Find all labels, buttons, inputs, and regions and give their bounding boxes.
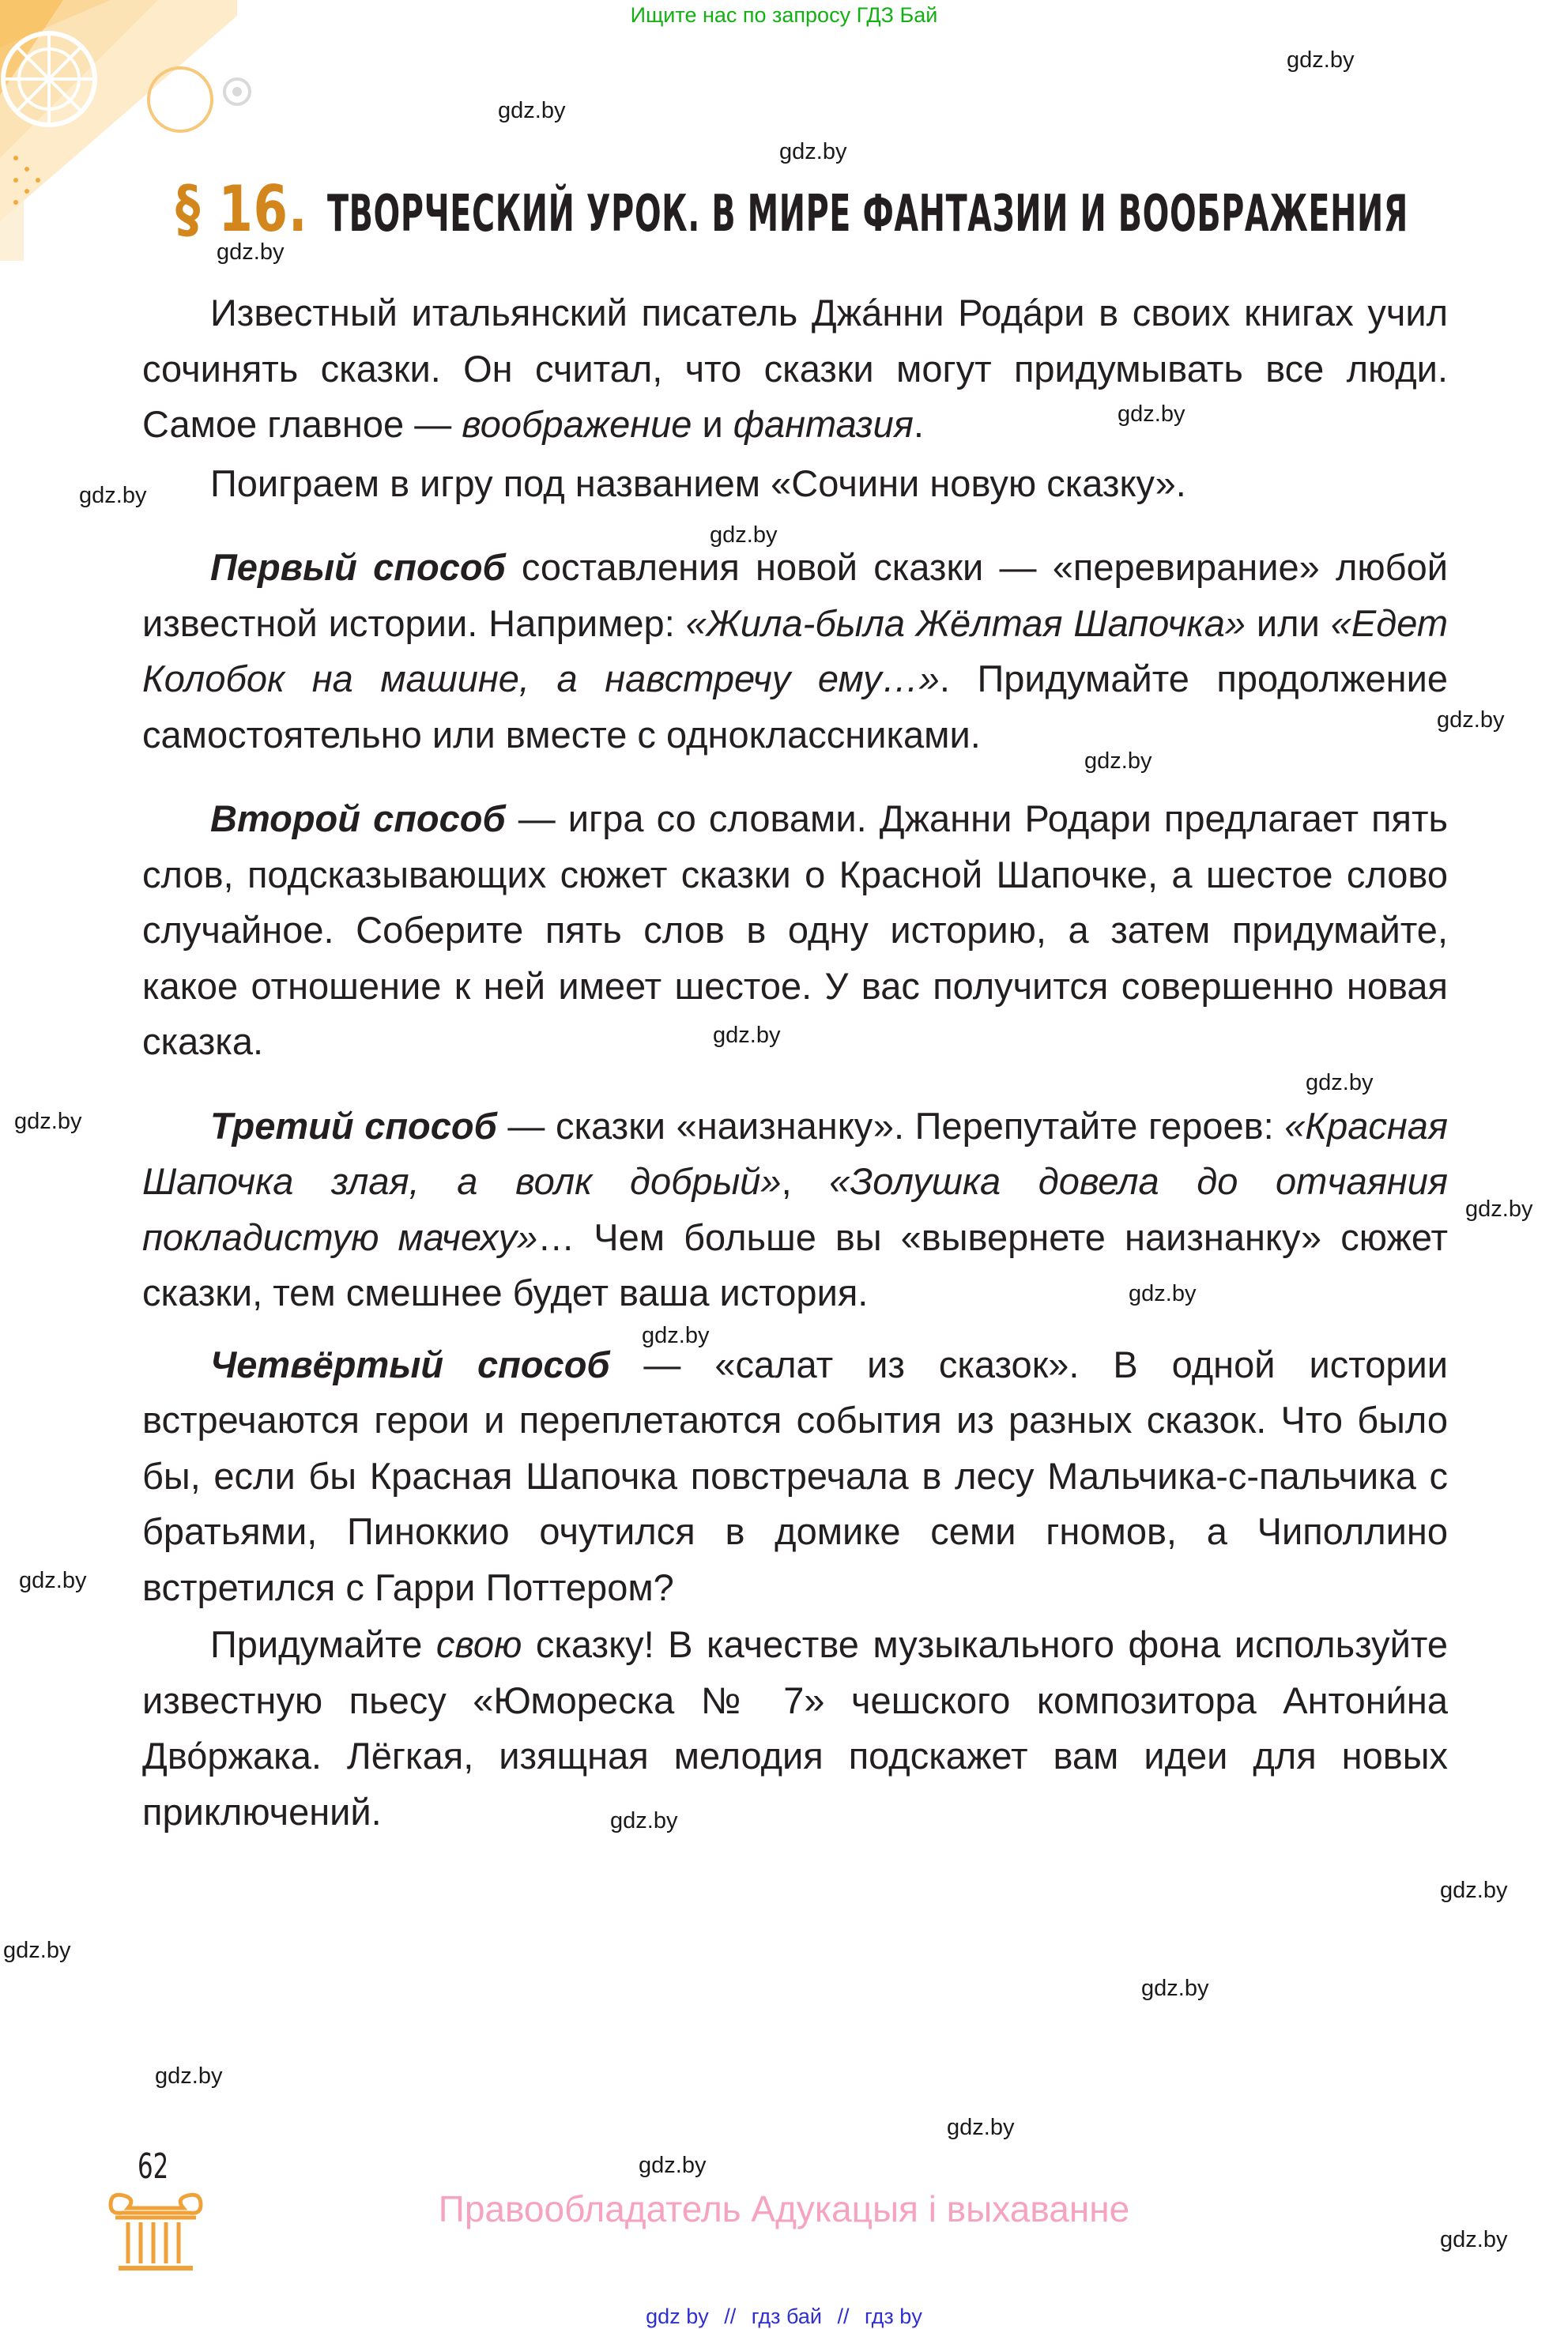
watermark-text[interactable]: gdz.by [610, 1808, 678, 1833]
top-banner-text[interactable]: Ищите нас по запросу ГДЗ Бай [630, 3, 938, 27]
paragraph-intro [142, 285, 1448, 453]
watermark-text[interactable]: gdz.by [710, 522, 778, 548]
watermark-text[interactable]: gdz.by [779, 139, 847, 164]
text-span: или [1246, 601, 1331, 644]
section-title: ТВОРЧЕСКИЙ УРОК. В МИРЕ ФАНТАЗИИ И ВООБРАЖЕНИЯ [327, 185, 1408, 243]
text-span: — сказки «наизнанку». Перепутайте героев: [496, 1104, 1285, 1147]
method-lead: Третий способ [210, 1104, 497, 1147]
text-span: — «салат из сказок». В одной истории встречаются герои и переплетаются события из разных сказок. Что было бы, если бы Красная Шапочка повстречала в лесу Мальчика-с-пальчика с братьями, Пиноккио очутился в домике семи гномов, а Чиполлино встретился с Гарри Поттером? [142, 1343, 1448, 1608]
text-span: … Чем больше вы «вывернете наизнанку» сюжет сказки, тем смешнее будет ваша история. [142, 1215, 1448, 1313]
copyright-notice: Правообладатель Адукацыя і выхаванне [438, 2188, 1130, 2229]
text-span: Известный итальянский писатель Джáнни Родáри в своих книгах учил сочинять сказки. Он считал, что сказки могут придумывать все люди. Самое главное — [142, 292, 1448, 445]
italic-quote: «Золушка довела до отчаяния покладистую мачеху» [142, 1160, 1448, 1258]
watermark-text[interactable]: gdz.by [1141, 1976, 1209, 2001]
text-span: составления новой сказки — «перевирание» любой известной истории. Например: [142, 546, 1448, 644]
body-text [142, 285, 1448, 1840]
footer-link[interactable]: гдз by [865, 2305, 922, 2328]
method-lead: Второй способ [210, 797, 506, 839]
text-span: и [692, 403, 733, 445]
italic-quote: «Красная Шапочка злая, а волк добрый» [142, 1104, 1448, 1202]
watermark-text[interactable]: gdz.by [1440, 1878, 1508, 1903]
italic-term: воображение [462, 403, 692, 445]
watermark-text[interactable]: gdz.by [19, 1568, 87, 1593]
footer-link[interactable]: гдз бай [751, 2305, 822, 2328]
footer-links [0, 2305, 1568, 2329]
watermark-text[interactable]: gdz.by [3, 1938, 71, 1963]
italic-quote: «Едет Колобок на машине, а навстречу ему…» [142, 601, 1448, 699]
footer-separator: // [724, 2305, 737, 2328]
watermark-text[interactable]: gdz.by [217, 239, 285, 265]
italic-term: свою [435, 1623, 522, 1665]
paragraph-conclusion [142, 1617, 1448, 1840]
watermark-text[interactable]: gdz.by [1287, 47, 1355, 73]
text-span: . Придумайте продолжение самостоятельно или вместе с одноклассниками. [142, 658, 1448, 756]
text-span: сказку! В качестве музыкального фона используйте известную пьесу «Юмореска № 7» чешского композитора Антони́на Дво́ржака. Лёгкая, изящная мелодия подскажет вам идеи для новых приключений. [142, 1623, 1448, 1833]
watermark-text[interactable]: gdz.by [1118, 401, 1185, 427]
section-number: § 16. [175, 172, 308, 246]
watermark-text[interactable]: gdz.by [1084, 748, 1152, 774]
italic-term: фантазия [733, 403, 914, 445]
watermark-text[interactable]: gdz.by [1440, 2227, 1508, 2252]
watermark-text[interactable]: gdz.by [14, 1109, 82, 1134]
method-lead: Первый способ [210, 546, 506, 588]
footer-separator: // [837, 2305, 850, 2328]
text-span: Придумайте [210, 1623, 436, 1665]
paragraph-second-way [142, 791, 1448, 1070]
watermark-text[interactable]: gdz.by [639, 2153, 707, 2178]
paragraph-fourth-way [142, 1337, 1448, 1616]
watermark-text[interactable]: gdz.by [1437, 707, 1505, 733]
watermark-text[interactable]: gdz.by [155, 2063, 223, 2089]
watermark-text[interactable]: gdz.by [947, 2115, 1015, 2140]
italic-quote: «Жила-была Жёлтая Шапочка» [685, 601, 1246, 644]
watermark-text[interactable]: gdz.by [498, 98, 566, 123]
footer-link[interactable]: gdz by [646, 2305, 709, 2328]
watermark-text[interactable]: gdz.by [1306, 1070, 1374, 1095]
watermark-text[interactable]: gdz.by [79, 483, 147, 508]
text-span: , [781, 1160, 830, 1202]
watermark-text[interactable]: gdz.by [1465, 1197, 1533, 1222]
section-heading [175, 172, 1440, 259]
paragraph-third-way [142, 1099, 1448, 1321]
watermark-text[interactable]: gdz.by [1129, 1281, 1197, 1306]
method-lead: Четвёртый способ [210, 1343, 610, 1385]
paragraph-first-way [142, 540, 1448, 763]
watermark-text[interactable]: gdz.by [713, 1023, 781, 1048]
page-number: 62 [138, 2146, 169, 2187]
text-span: . [913, 403, 924, 445]
watermark-text[interactable]: gdz.by [642, 1323, 710, 1348]
paragraph-game: Поиграем в игру под названием «Сочини новую сказку». [210, 462, 1186, 504]
text-span: — игра со словами. Джанни Родари предлагает пять слов, подсказывающих сюжет сказки о Красной Шапочке, а шестое слово случайное. Соберите пять слов в одну историю, а затем придумайте, какое отношение к ней имеет шестое. У вас получится совершенно новая сказка. [142, 797, 1449, 1062]
